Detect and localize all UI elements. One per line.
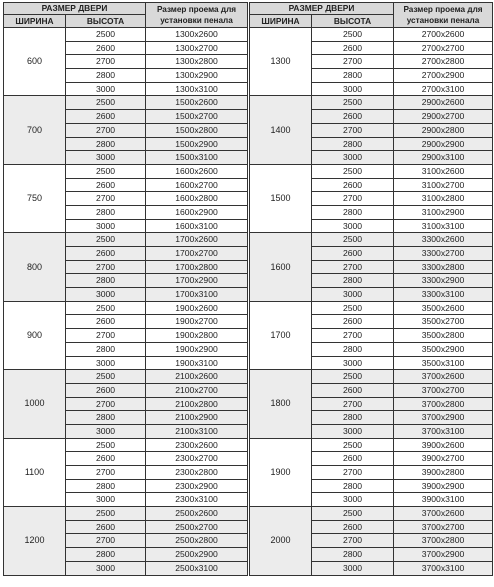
height-cell: 2500 (66, 96, 146, 110)
table-row (4, 301, 248, 315)
height-cell: 2600 (66, 315, 146, 329)
height-cell: 2600 (312, 178, 394, 192)
width-cell: 1500 (250, 164, 312, 232)
table-row (250, 507, 493, 521)
table-row (4, 233, 248, 247)
height-cell: 2600 (66, 452, 146, 466)
height-cell: 2800 (312, 205, 394, 219)
opening-size-cell: 3500x3100 (394, 356, 493, 370)
height-cell: 2600 (312, 452, 394, 466)
height-cell: 2700 (66, 192, 146, 206)
table-body-left (4, 28, 248, 576)
opening-header-line2: установки пенала (160, 16, 233, 25)
table-row (4, 164, 248, 178)
opening-size-cell: 2300x2700 (146, 452, 248, 466)
opening-size-cell: 3700x3100 (394, 424, 493, 438)
width-cell: 2000 (250, 507, 312, 575)
height-cell: 2600 (66, 178, 146, 192)
height-cell: 2600 (312, 520, 394, 534)
opening-size-cell: 3100x2600 (394, 164, 493, 178)
height-cell: 2800 (66, 342, 146, 356)
height-cell: 2700 (312, 397, 394, 411)
opening-header-line1: Размер проема для (403, 5, 483, 14)
height-cell: 2700 (66, 123, 146, 137)
opening-size-cell: 2300x3100 (146, 493, 248, 507)
opening-size-cell: 3300x2800 (394, 260, 493, 274)
height-header: ВЫСОТА (312, 15, 394, 28)
opening-size-cell: 2700x2900 (394, 69, 493, 83)
opening-size-cell: 1900x2600 (146, 301, 248, 315)
opening-size-cell: 1600x3100 (146, 219, 248, 233)
height-cell: 2700 (312, 329, 394, 343)
height-cell: 2800 (66, 479, 146, 493)
table-row (250, 301, 493, 315)
height-cell: 2700 (312, 123, 394, 137)
width-cell: 700 (4, 96, 66, 164)
table-body-right (250, 28, 493, 576)
opening-size-cell: 2100x2600 (146, 370, 248, 384)
table-row (250, 28, 493, 42)
height-cell: 3000 (66, 356, 146, 370)
height-cell: 2700 (312, 55, 394, 69)
height-cell: 2800 (312, 69, 394, 83)
opening-size-cell: 2500x2800 (146, 534, 248, 548)
height-cell: 2500 (66, 28, 146, 42)
opening-size-cell: 3500x2700 (394, 315, 493, 329)
opening-size-cell: 1500x2700 (146, 110, 248, 124)
height-cell: 3000 (66, 288, 146, 302)
table-row (250, 370, 493, 384)
height-cell: 3000 (66, 561, 146, 575)
opening-size-cell: 3100x2800 (394, 192, 493, 206)
opening-size-cell: 1500x2600 (146, 96, 248, 110)
opening-size-cell: 2900x2700 (394, 110, 493, 124)
opening-header-line2: установки пенала (406, 16, 480, 25)
height-cell: 2800 (66, 274, 146, 288)
table-row (250, 96, 493, 110)
opening-size-cell: 2100x2700 (146, 383, 248, 397)
height-cell: 2600 (312, 247, 394, 261)
height-cell: 2800 (312, 342, 394, 356)
height-cell: 2800 (312, 548, 394, 562)
opening-size-cell: 1300x2800 (146, 55, 248, 69)
opening-size-cell: 3100x2900 (394, 205, 493, 219)
opening-size-cell: 1300x2700 (146, 41, 248, 55)
opening-size-cell: 3700x2900 (394, 548, 493, 562)
height-cell: 2500 (66, 233, 146, 247)
opening-size-cell: 3700x2800 (394, 397, 493, 411)
height-cell: 2500 (66, 507, 146, 521)
height-cell: 2700 (66, 329, 146, 343)
height-cell: 2500 (312, 438, 394, 452)
height-cell: 2500 (66, 438, 146, 452)
height-cell: 2700 (312, 466, 394, 480)
height-cell: 2500 (312, 507, 394, 521)
opening-size-cell: 1500x2900 (146, 137, 248, 151)
height-cell: 2600 (312, 315, 394, 329)
opening-size-cell: 3100x3100 (394, 219, 493, 233)
table-row (4, 370, 248, 384)
opening-size-cell: 1900x2900 (146, 342, 248, 356)
height-cell: 2800 (312, 137, 394, 151)
height-cell: 3000 (312, 424, 394, 438)
table-row (250, 438, 493, 452)
width-cell: 1100 (4, 438, 66, 506)
width-cell: 600 (4, 28, 66, 96)
opening-size-cell: 1900x2700 (146, 315, 248, 329)
opening-size-cell: 3700x2800 (394, 534, 493, 548)
opening-size-header (394, 3, 493, 28)
height-cell: 2600 (66, 520, 146, 534)
opening-size-cell: 1300x2900 (146, 69, 248, 83)
height-cell: 2800 (312, 411, 394, 425)
height-cell: 2500 (312, 301, 394, 315)
width-header: ШИРИНА (4, 15, 66, 28)
width-cell: 1300 (250, 28, 312, 96)
width-cell: 900 (4, 301, 66, 369)
opening-size-cell: 3900x2600 (394, 438, 493, 452)
width-cell: 750 (4, 164, 66, 232)
height-cell: 2800 (66, 69, 146, 83)
opening-size-cell: 1700x2800 (146, 260, 248, 274)
opening-size-cell: 3700x2600 (394, 370, 493, 384)
height-cell: 3000 (66, 493, 146, 507)
height-cell: 2500 (66, 164, 146, 178)
height-cell: 2600 (66, 110, 146, 124)
height-cell: 3000 (312, 288, 394, 302)
opening-size-cell: 1300x2600 (146, 28, 248, 42)
height-cell: 3000 (66, 151, 146, 165)
opening-size-cell: 1600x2800 (146, 192, 248, 206)
table-row (4, 438, 248, 452)
opening-size-cell: 3100x2700 (394, 178, 493, 192)
opening-size-cell: 3700x2700 (394, 383, 493, 397)
opening-size-cell: 2100x3100 (146, 424, 248, 438)
width-cell: 1400 (250, 96, 312, 164)
height-cell: 2600 (66, 247, 146, 261)
width-cell: 1700 (250, 301, 312, 369)
opening-size-cell: 3500x2600 (394, 301, 493, 315)
opening-size-cell: 3900x2800 (394, 466, 493, 480)
opening-size-cell: 3900x2900 (394, 479, 493, 493)
height-cell: 2600 (66, 41, 146, 55)
height-cell: 2500 (66, 370, 146, 384)
height-cell: 3000 (312, 356, 394, 370)
opening-size-cell: 2500x2600 (146, 507, 248, 521)
height-cell: 3000 (312, 561, 394, 575)
opening-size-cell: 2300x2600 (146, 438, 248, 452)
size-table-right (249, 2, 493, 576)
opening-size-cell: 2300x2900 (146, 479, 248, 493)
height-cell: 2700 (312, 192, 394, 206)
height-cell: 2500 (312, 28, 394, 42)
opening-size-cell: 2900x2600 (394, 96, 493, 110)
table-row (4, 96, 248, 110)
opening-size-cell: 3700x2900 (394, 411, 493, 425)
opening-size-cell: 1700x2900 (146, 274, 248, 288)
width-cell: 1000 (4, 370, 66, 438)
opening-size-cell: 3700x2700 (394, 520, 493, 534)
opening-size-cell: 1700x3100 (146, 288, 248, 302)
height-cell: 2600 (66, 383, 146, 397)
opening-size-cell: 1600x2900 (146, 205, 248, 219)
height-cell: 2700 (66, 55, 146, 69)
door-size-header: РАЗМЕР ДВЕРИ (250, 3, 394, 15)
size-table-left (3, 2, 248, 576)
opening-size-cell: 3700x2600 (394, 507, 493, 521)
height-cell: 2700 (312, 260, 394, 274)
height-cell: 2500 (312, 233, 394, 247)
height-header: ВЫСОТА (66, 15, 146, 28)
opening-size-header (146, 3, 248, 28)
height-cell: 2600 (312, 110, 394, 124)
height-cell: 2500 (312, 164, 394, 178)
opening-size-cell: 1500x3100 (146, 151, 248, 165)
opening-size-cell: 3300x2700 (394, 247, 493, 261)
height-cell: 3000 (312, 82, 394, 96)
opening-size-cell: 2100x2800 (146, 397, 248, 411)
table-row (4, 507, 248, 521)
opening-size-cell: 1700x2600 (146, 233, 248, 247)
opening-size-cell: 2500x3100 (146, 561, 248, 575)
height-cell: 2800 (312, 479, 394, 493)
height-cell: 2700 (66, 466, 146, 480)
opening-size-cell: 3300x2600 (394, 233, 493, 247)
opening-size-cell: 2100x2900 (146, 411, 248, 425)
opening-size-cell: 2700x2800 (394, 55, 493, 69)
width-cell: 1600 (250, 233, 312, 301)
height-cell: 2800 (66, 548, 146, 562)
height-cell: 3000 (66, 219, 146, 233)
opening-size-cell: 1600x2700 (146, 178, 248, 192)
height-cell: 2600 (312, 383, 394, 397)
opening-size-cell: 2300x2800 (146, 466, 248, 480)
height-cell: 3000 (66, 82, 146, 96)
opening-size-cell: 3700x3100 (394, 561, 493, 575)
height-cell: 3000 (66, 424, 146, 438)
opening-size-cell: 2900x2900 (394, 137, 493, 151)
height-cell: 2500 (66, 301, 146, 315)
height-cell: 2800 (312, 274, 394, 288)
height-cell: 2500 (312, 96, 394, 110)
door-size-header: РАЗМЕР ДВЕРИ (4, 3, 146, 15)
table-row (250, 164, 493, 178)
width-cell: 1900 (250, 438, 312, 506)
table-row (4, 28, 248, 42)
width-cell: 800 (4, 233, 66, 301)
opening-size-cell: 1900x3100 (146, 356, 248, 370)
opening-size-cell: 3500x2900 (394, 342, 493, 356)
height-cell: 2800 (66, 137, 146, 151)
height-cell: 2700 (66, 534, 146, 548)
height-cell: 2800 (66, 205, 146, 219)
opening-size-cell: 1900x2800 (146, 329, 248, 343)
opening-size-cell: 1700x2700 (146, 247, 248, 261)
height-cell: 3000 (312, 493, 394, 507)
opening-size-cell: 2700x2700 (394, 41, 493, 55)
height-cell: 2700 (66, 397, 146, 411)
opening-size-cell: 2700x3100 (394, 82, 493, 96)
width-cell: 1800 (250, 370, 312, 438)
opening-size-cell: 2500x2900 (146, 548, 248, 562)
opening-size-cell: 1500x2800 (146, 123, 248, 137)
height-cell: 2800 (66, 411, 146, 425)
opening-size-cell: 2900x3100 (394, 151, 493, 165)
opening-size-cell: 1600x2600 (146, 164, 248, 178)
opening-size-cell: 3300x3100 (394, 288, 493, 302)
opening-size-cell: 3900x2700 (394, 452, 493, 466)
opening-size-cell: 3900x3100 (394, 493, 493, 507)
table-row (250, 233, 493, 247)
height-cell: 2700 (312, 534, 394, 548)
height-cell: 3000 (312, 219, 394, 233)
opening-size-cell: 1300x3100 (146, 82, 248, 96)
height-cell: 2600 (312, 41, 394, 55)
height-cell: 3000 (312, 151, 394, 165)
height-cell: 2700 (66, 260, 146, 274)
opening-size-cell: 3300x2900 (394, 274, 493, 288)
width-cell: 1200 (4, 507, 66, 575)
opening-header-line1: Размер проема для (156, 5, 237, 14)
height-cell: 2500 (312, 370, 394, 384)
opening-size-cell: 2900x2800 (394, 123, 493, 137)
opening-size-cell: 2500x2700 (146, 520, 248, 534)
opening-size-cell: 3500x2800 (394, 329, 493, 343)
width-header: ШИРИНА (250, 15, 312, 28)
opening-size-cell: 2700x2600 (394, 28, 493, 42)
